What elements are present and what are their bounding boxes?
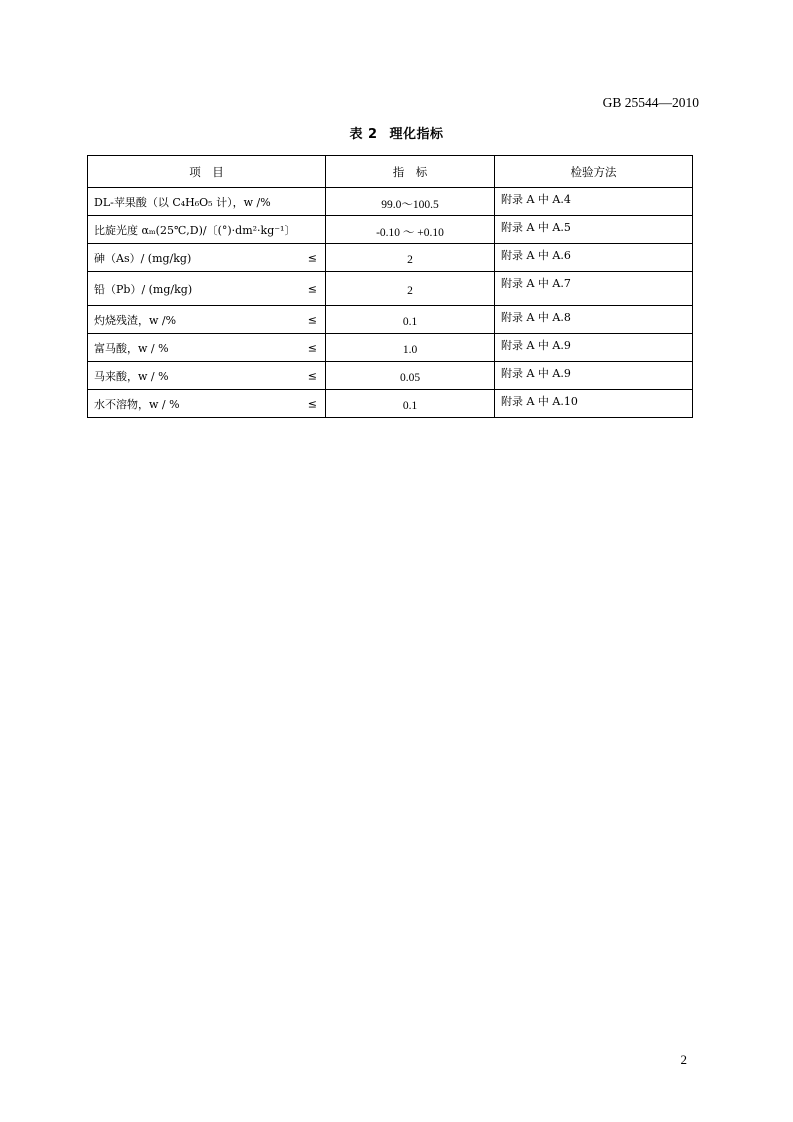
- value-cell: 0.1: [326, 390, 495, 418]
- specification-table: [87, 155, 693, 418]
- value-cell: 2: [326, 272, 495, 306]
- table-row: [88, 244, 693, 272]
- method-cell: 附录 A 中 A.5: [495, 216, 693, 244]
- table-title-number: 表 2: [349, 127, 378, 142]
- method-cell: 附录 A 中 A.8: [495, 306, 693, 334]
- item-label: 比旋光度 αₘ(25℃,D)/〔(°)·dm²·kg⁻¹〕: [94, 223, 296, 237]
- item-cell: [88, 272, 326, 306]
- value-cell: -0.10 ～ +0.10: [326, 216, 495, 244]
- method-cell: 附录 A 中 A.10: [495, 390, 693, 418]
- item-label: 水不溶物，w / %: [94, 397, 180, 411]
- item-label: DL-苹果酸（以 C₄H₆O₅ 计），w /%: [94, 195, 271, 209]
- item-cell: [88, 334, 326, 362]
- page-number: 2: [680, 1052, 687, 1067]
- leq-symbol: ≤: [307, 251, 317, 264]
- table-row: [88, 216, 693, 244]
- table-title: [0, 123, 793, 142]
- table-row: [88, 390, 693, 418]
- method-cell: 附录 A 中 A.4: [495, 188, 693, 216]
- item-cell: [88, 362, 326, 390]
- item-cell: [88, 390, 326, 418]
- item-cell: [88, 306, 326, 334]
- item-label: 富马酸，w / %: [94, 341, 169, 355]
- table-row: [88, 272, 693, 306]
- column-header-value: 指 标: [326, 156, 495, 188]
- method-cell: 附录 A 中 A.9: [495, 334, 693, 362]
- column-header-item: 项 目: [88, 156, 326, 188]
- value-cell: 0.05: [326, 362, 495, 390]
- item-label: 马来酸，w / %: [94, 369, 169, 383]
- table-row: [88, 334, 693, 362]
- leq-symbol: ≤: [307, 341, 317, 354]
- leq-symbol: ≤: [307, 313, 317, 326]
- table-header-row: [88, 156, 693, 188]
- leq-symbol: ≤: [307, 397, 317, 410]
- item-label: 砷（As）/ (mg/kg): [94, 251, 192, 265]
- item-cell: [88, 216, 326, 244]
- column-header-method: 检验方法: [495, 156, 693, 188]
- leq-symbol: ≤: [307, 369, 317, 382]
- item-label: 灼烧残渣，w /%: [94, 313, 177, 327]
- item-label: 铅（Pb）/ (mg/kg): [94, 282, 193, 296]
- table-row: [88, 306, 693, 334]
- table-row: [88, 188, 693, 216]
- table-title-text: 理化指标: [389, 127, 444, 142]
- method-cell: 附录 A 中 A.7: [495, 272, 693, 306]
- value-cell: 99.0～100.5: [326, 188, 495, 216]
- method-cell: 附录 A 中 A.9: [495, 362, 693, 390]
- value-cell: 0.1: [326, 306, 495, 334]
- leq-symbol: ≤: [307, 282, 317, 295]
- value-cell: 1.0: [326, 334, 495, 362]
- item-cell: [88, 188, 326, 216]
- method-cell: 附录 A 中 A.6: [495, 244, 693, 272]
- standard-code: GB 25544—2010: [602, 95, 699, 110]
- table-row: [88, 362, 693, 390]
- value-cell: 2: [326, 244, 495, 272]
- item-cell: [88, 244, 326, 272]
